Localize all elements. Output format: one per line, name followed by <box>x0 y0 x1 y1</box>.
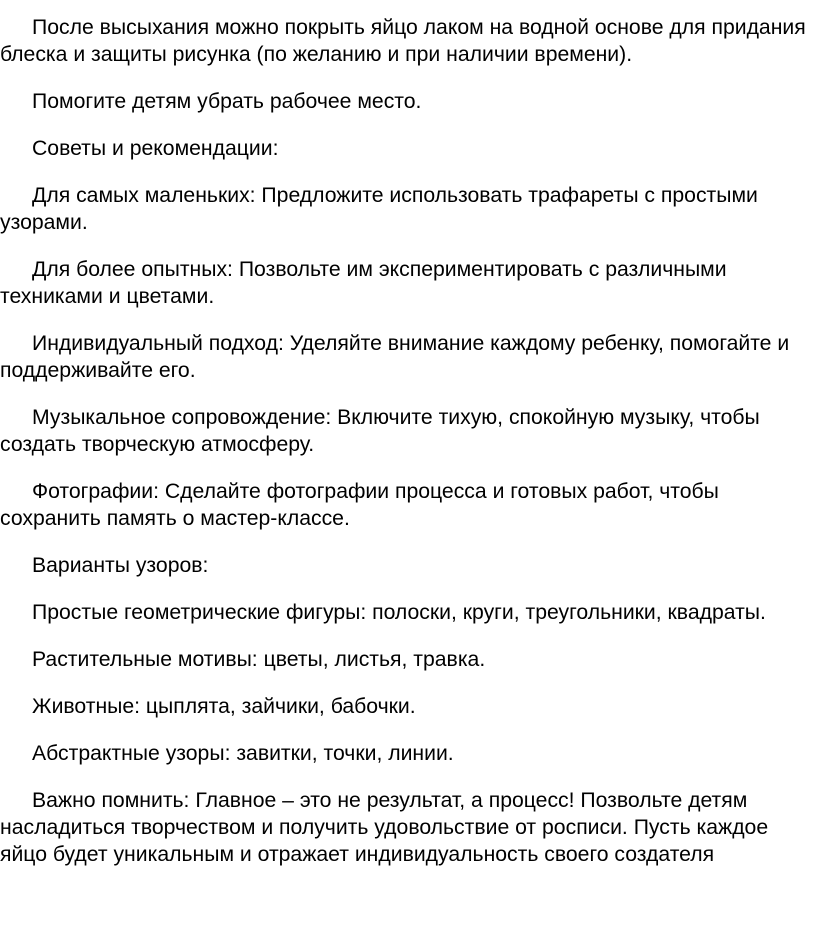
paragraph-pattern-animals: Животные: цыплята, зайчики, бабочки. <box>32 695 416 718</box>
heading-tips: Советы и рекомендации: <box>32 137 279 160</box>
paragraph-tip-experienced: Для более опытных: Позвольте им экспериментировать с различными техниками и цветами. <box>0 258 727 308</box>
paragraph-pattern-abstract: Абстрактные узоры: завитки, точки, линии. <box>32 742 454 765</box>
paragraph-varnish: После высыхания можно покрыть яйцо лаком на водной основе для придания блеска и защиты рисунка (по желанию и при наличии времени). <box>0 16 806 66</box>
paragraph-tip-music: Музыкальное сопровождение: Включите тихую, спокойную музыку, чтобы создать творческую атмосферу. <box>0 406 760 456</box>
paragraph-pattern-geometric: Простые геометрические фигуры: полоски, круги, треугольники, квадраты. <box>32 601 766 624</box>
paragraph-tip-photos: Фотографии: Сделайте фотографии процесса и готовых работ, чтобы сохранить память о мастер-классе. <box>0 480 719 530</box>
paragraph-pattern-plants: Растительные мотивы: цветы, листья, травка. <box>32 648 486 671</box>
paragraph-tip-youngest: Для самых маленьких: Предложите использовать трафареты с простыми узорами. <box>0 184 758 234</box>
paragraph-cleanup: Помогите детям убрать рабочее место. <box>32 90 422 113</box>
heading-patterns: Варианты узоров: <box>32 554 209 577</box>
paragraph-tip-individual: Индивидуальный подход: Уделяйте внимание каждому ребенку, помогайте и поддерживайте его. <box>0 332 790 382</box>
paragraph-important: Важно помнить: Главное – это не результат, а процесс! Позвольте детям насладиться творчеством и получить удовольствие от росписи. Пусть каждое яйцо будет уникальным и отражает индивидуальность своего создателя <box>0 789 769 866</box>
